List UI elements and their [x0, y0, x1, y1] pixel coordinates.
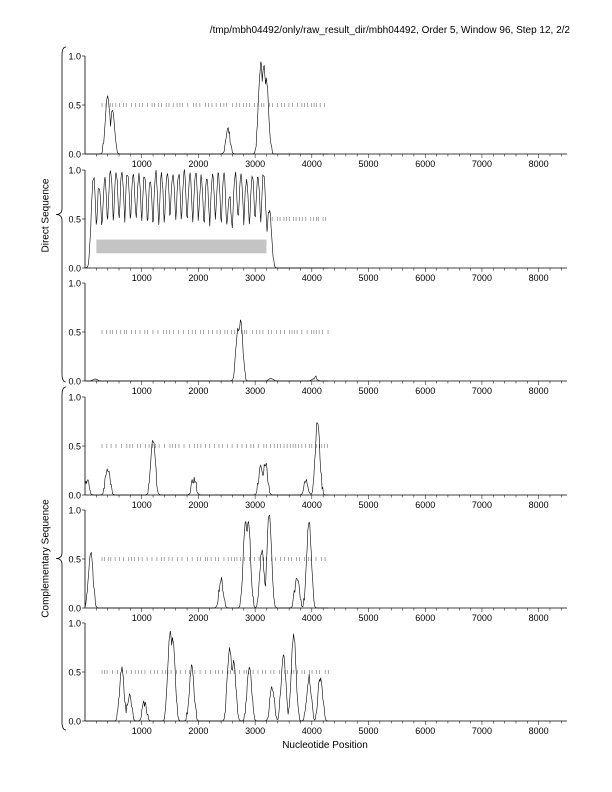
x-tick-label: 6000: [415, 159, 436, 169]
x-tick-label: 2000: [188, 613, 209, 623]
y-tick-label: 1.0: [68, 618, 81, 629]
x-tick-label: 8000: [528, 726, 549, 736]
x-tick-label: 8000: [528, 159, 549, 169]
y-tick-label: 0.5: [68, 100, 81, 111]
y-tick-label: 0.0: [68, 490, 81, 501]
group-label-direct: Direct Sequence: [40, 178, 52, 252]
x-tick-label: 7000: [471, 726, 492, 736]
x-tick-label: 7000: [471, 613, 492, 623]
x-tick-label: 8000: [528, 500, 549, 510]
x-tick-label: 1000: [131, 386, 152, 396]
y-tick-label: 0.5: [68, 554, 81, 565]
x-tick-label: 1000: [131, 159, 152, 169]
x-tick-label: 7000: [471, 500, 492, 510]
x-tick-label: 4000: [301, 386, 322, 396]
x-tick-label: 2000: [188, 386, 209, 396]
x-tick-label: 3000: [245, 273, 266, 283]
x-tick-label: 4000: [301, 500, 322, 510]
y-tick-label: 0.0: [68, 376, 81, 387]
x-tick-label: 4000: [301, 159, 322, 169]
x-tick-label: 3000: [245, 159, 266, 169]
x-tick-label: 1000: [131, 726, 152, 736]
y-tick-label: 0.0: [68, 263, 81, 274]
y-tick-label: 1.0: [68, 505, 81, 516]
x-axis-title: Nucleotide Position: [282, 740, 368, 751]
x-tick-label: 7000: [471, 159, 492, 169]
y-tick-label: 1.0: [68, 165, 81, 176]
x-tick-label: 2000: [188, 159, 209, 169]
group-brace-complementary: [56, 387, 66, 730]
x-tick-label: 7000: [471, 273, 492, 283]
x-tick-label: 5000: [358, 273, 379, 283]
x-tick-label: 6000: [415, 500, 436, 510]
probability-trace: [85, 320, 328, 381]
x-tick-label: 5000: [358, 386, 379, 396]
y-tick-label: 1.0: [68, 392, 81, 403]
group-label-complementary: Complementary Sequence: [40, 498, 52, 618]
probability-trace: [85, 62, 328, 154]
x-tick-label: 4000: [301, 273, 322, 283]
x-tick-label: 5000: [358, 500, 379, 510]
y-tick-label: 0.5: [68, 214, 81, 225]
x-tick-label: 2000: [188, 500, 209, 510]
x-tick-label: 5000: [358, 613, 379, 623]
x-tick-label: 7000: [471, 386, 492, 396]
x-tick-label: 1000: [131, 500, 152, 510]
x-tick-label: 2000: [188, 273, 209, 283]
x-tick-label: 6000: [415, 273, 436, 283]
y-tick-label: 0.0: [68, 149, 81, 160]
x-tick-label: 6000: [415, 386, 436, 396]
group-brace-direct: [56, 47, 66, 382]
x-tick-label: 1000: [131, 273, 152, 283]
probability-trace: [85, 631, 328, 721]
x-tick-label: 8000: [528, 273, 549, 283]
y-tick-label: 0.5: [68, 327, 81, 338]
x-tick-label: 8000: [528, 613, 549, 623]
x-tick-label: 3000: [245, 613, 266, 623]
x-tick-label: 2000: [188, 726, 209, 736]
x-tick-label: 6000: [415, 613, 436, 623]
x-tick-label: 3000: [245, 386, 266, 396]
y-tick-label: 1.0: [68, 51, 81, 62]
y-tick-label: 1.0: [68, 278, 81, 289]
x-tick-label: 3000: [245, 500, 266, 510]
x-tick-label: 5000: [358, 159, 379, 169]
y-tick-label: 0.0: [68, 603, 81, 614]
x-tick-label: 4000: [301, 613, 322, 623]
x-tick-label: 3000: [245, 726, 266, 736]
shaded-region: [96, 240, 266, 254]
x-tick-label: 4000: [301, 726, 322, 736]
x-tick-label: 8000: [528, 386, 549, 396]
x-tick-label: 5000: [358, 726, 379, 736]
probability-trace: [85, 423, 328, 495]
probability-trace: [85, 515, 328, 608]
figure-header: /tmp/mbh04492/only/raw_result_dir/mbh04492, Order 5, Window 96, Step 12, 2/2: [209, 25, 570, 36]
y-tick-label: 0.5: [68, 667, 81, 678]
y-tick-label: 0.0: [68, 716, 81, 727]
x-tick-label: 6000: [415, 726, 436, 736]
y-tick-label: 0.5: [68, 441, 81, 452]
x-tick-label: 1000: [131, 613, 152, 623]
